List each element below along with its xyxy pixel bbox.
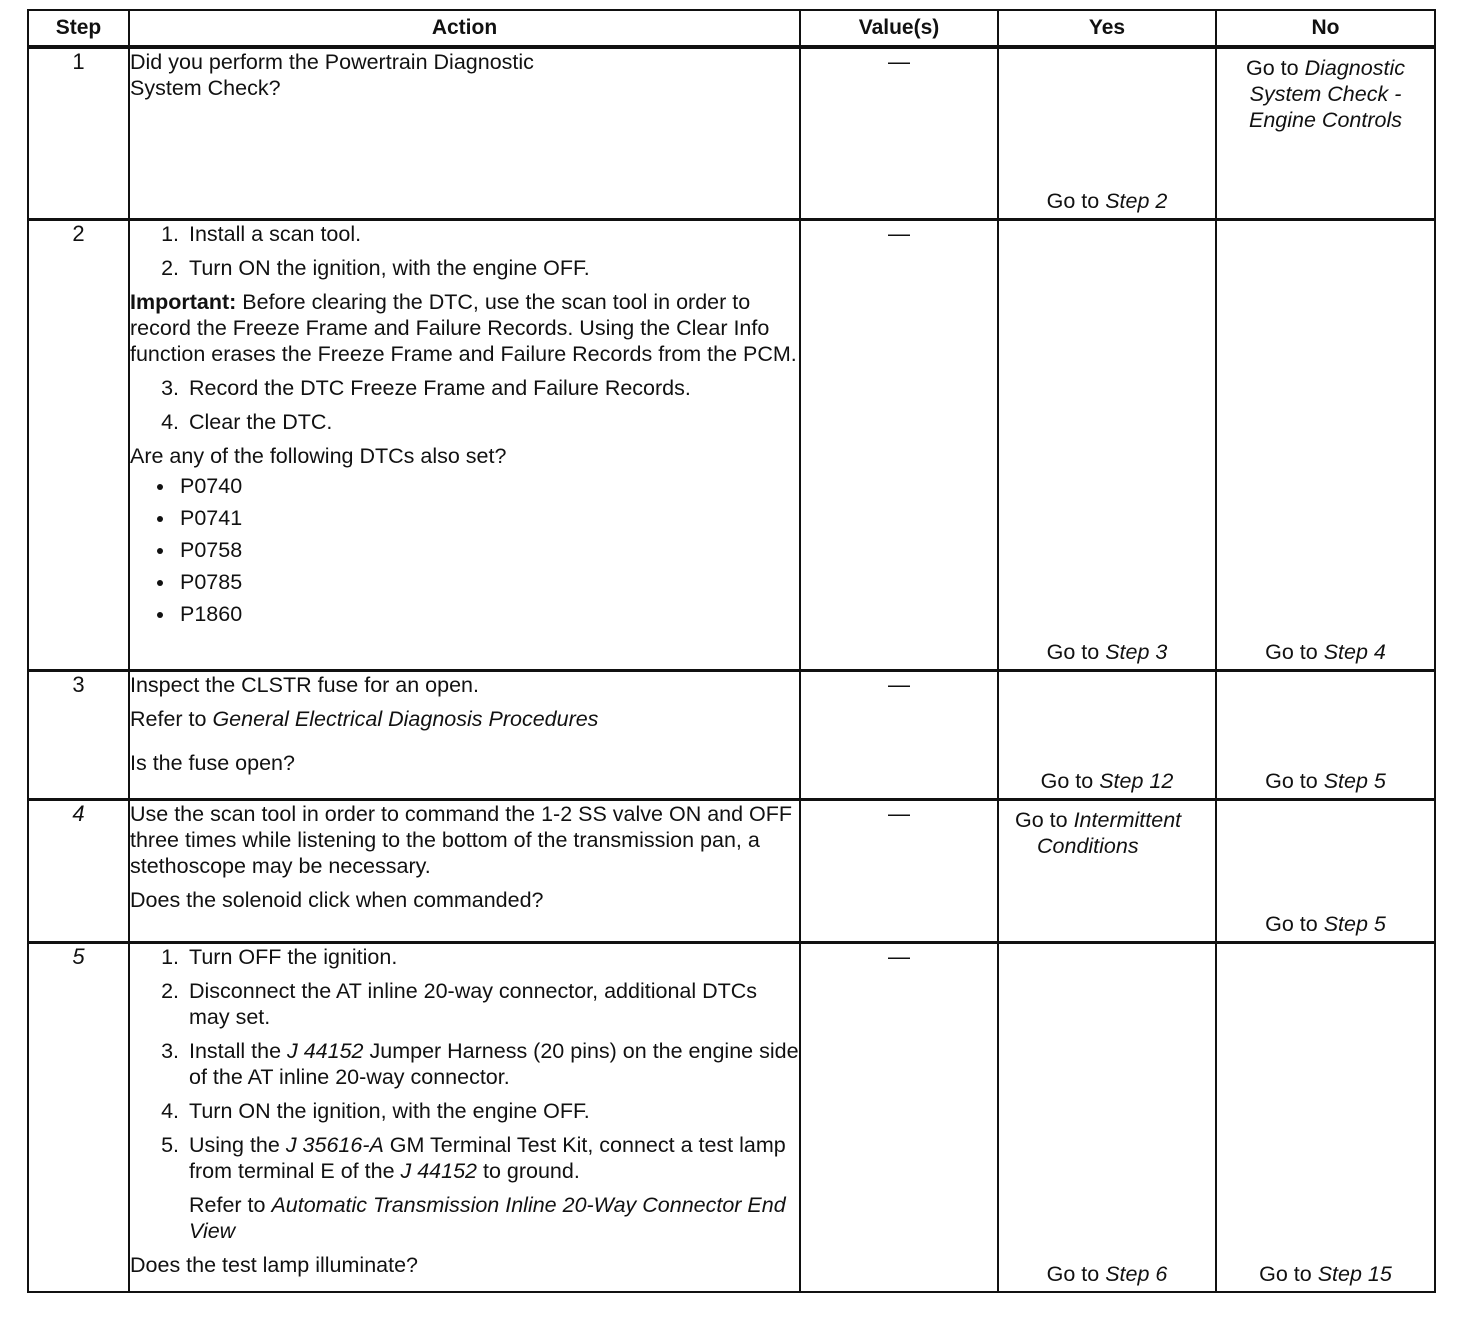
action-step: 1. Install a scan tool.: [185, 221, 799, 247]
dtc-item: • P0741: [176, 505, 799, 531]
value-cell: —: [800, 47, 998, 219]
step-number: 1: [28, 47, 129, 219]
goto-target-link[interactable]: Step 5: [1323, 911, 1386, 936]
value-cell: —: [800, 942, 998, 1292]
refer-prefix: Refer to: [189, 1192, 272, 1217]
action-question: System Check?: [130, 76, 281, 100]
table-row-step-5: [28, 942, 1435, 1292]
goto-target-link[interactable]: Step 5: [1323, 768, 1386, 793]
no-cell: [1216, 47, 1435, 219]
step-text: to ground.: [477, 1158, 580, 1183]
important-label: Important:: [130, 289, 237, 314]
yes-goto[interactable]: [999, 188, 1215, 214]
action-step: 3. Record the DTC Freeze Frame and Failure Records.: [185, 375, 799, 401]
goto-target-link[interactable]: Step 4: [1323, 639, 1386, 664]
action-text: Use the scan tool in order to command the 1-2 SS valve ON and OFF three times while listening to the bottom of the transmission pan, a stethoscope may be necessary.: [130, 801, 793, 878]
yes-cell: [998, 670, 1216, 799]
goto-label: Go to: [1246, 56, 1299, 80]
action-step: 2. Disconnect the AT inline 20-way connector, additional DTCs may set.: [185, 978, 799, 1030]
step-text: Jumper Harness (20 pins) on the engine side of the AT inline 20-way connector.: [189, 1038, 799, 1089]
dtc-item: • P0785: [176, 569, 799, 595]
goto-target-link[interactable]: Step 2: [1105, 188, 1168, 213]
tool-reference: J 35616-A: [285, 1132, 384, 1157]
no-cell: [1216, 219, 1435, 670]
no-cell: [1216, 670, 1435, 799]
action-line: Did you perform the Powertrain Diagnostic: [130, 50, 534, 74]
goto-target-link[interactable]: Step 6: [1105, 1262, 1168, 1286]
goto-label: Go to: [1046, 188, 1100, 213]
action-cell: [129, 219, 800, 670]
no-cell: [1216, 799, 1435, 942]
value-cell: —: [800, 219, 998, 670]
action-step: [185, 1038, 799, 1090]
goto-label: Go to: [1265, 911, 1318, 936]
action-question: Is the fuse open?: [130, 750, 295, 775]
action-cell: [129, 799, 800, 942]
header-yes: Yes: [998, 10, 1216, 47]
action-step: 4. Turn ON the ignition, with the engine OFF.: [185, 1098, 799, 1124]
table-row-step-3: [28, 670, 1435, 799]
goto-target-link[interactable]: System Check -: [1249, 82, 1402, 106]
dtc-list: [130, 473, 799, 627]
action-question: Does the solenoid click when commanded?: [130, 887, 544, 912]
goto-label: Go to: [1046, 1262, 1100, 1286]
no-goto[interactable]: [1217, 768, 1434, 794]
yes-cell: [998, 47, 1216, 219]
table-row-step-2: [28, 219, 1435, 670]
value-cell: —: [800, 670, 998, 799]
action-steps: [130, 375, 799, 435]
step-number: 3: [28, 670, 129, 799]
header-values: Value(s): [800, 10, 998, 47]
action-cell: [129, 47, 800, 219]
yes-cell: [998, 219, 1216, 670]
step-text: Using the: [189, 1132, 286, 1157]
goto-target-link[interactable]: Intermittent: [1073, 807, 1182, 832]
refer-text: [130, 706, 799, 732]
goto-label: Go to: [1259, 1262, 1312, 1286]
refer-link[interactable]: Automatic Transmission Inline 20-Way Connector End View: [189, 1192, 786, 1243]
dtc-item: • P1860: [176, 601, 799, 627]
yes-goto[interactable]: [1015, 807, 1215, 859]
goto-label: Go to: [1040, 768, 1094, 793]
action-step: 2. Turn ON the ignition, with the engine OFF.: [185, 255, 799, 281]
yes-cell: [998, 799, 1216, 942]
no-goto[interactable]: [1217, 911, 1434, 937]
goto-target-link[interactable]: Step 3: [1105, 639, 1168, 664]
diagnostic-table: [27, 9, 1436, 1293]
action-cell: [129, 670, 800, 799]
no-goto[interactable]: [1217, 639, 1434, 665]
step-text: Install the: [189, 1038, 287, 1063]
yes-goto[interactable]: [999, 1261, 1215, 1287]
goto-target-link[interactable]: Diagnostic: [1304, 56, 1405, 80]
table-row-step-4: [28, 799, 1435, 942]
yes-goto[interactable]: [999, 768, 1215, 794]
goto-target-link[interactable]: Step 12: [1099, 768, 1174, 793]
goto-target-link[interactable]: Step 15: [1317, 1262, 1392, 1286]
yes-goto[interactable]: [999, 639, 1215, 665]
action-steps: [130, 221, 799, 281]
no-cell: [1216, 942, 1435, 1292]
action-step: 4. Clear the DTC.: [185, 409, 799, 435]
yes-cell: [998, 942, 1216, 1292]
action-steps: [130, 944, 799, 1244]
action-text: Inspect the CLSTR fuse for an open.: [130, 672, 479, 697]
action-step: [185, 1132, 799, 1244]
dtc-item: • P0758: [176, 537, 799, 563]
action-text: [130, 49, 799, 101]
value-cell: —: [800, 799, 998, 942]
step-number: 5: [28, 942, 129, 1292]
goto-label: Go to: [1015, 807, 1068, 832]
goto-label: Go to: [1046, 639, 1100, 664]
action-step: 1. Turn OFF the ignition.: [185, 944, 799, 970]
refer-link[interactable]: General Electrical Diagnosis Procedures: [212, 706, 599, 731]
refer-prefix: Refer to: [130, 706, 213, 731]
no-goto[interactable]: [1217, 55, 1434, 133]
important-note: [130, 289, 799, 367]
no-goto[interactable]: [1217, 1261, 1434, 1287]
step-number: 4: [28, 799, 129, 942]
tool-reference: J 44152: [287, 1038, 364, 1063]
goto-target-link[interactable]: Conditions: [1037, 833, 1139, 858]
step-number: 2: [28, 219, 129, 670]
refer-text: [189, 1192, 799, 1244]
action-question: Does the test lamp illuminate?: [130, 1252, 419, 1277]
step-text: GM Terminal Test Kit, connect a test lamp from terminal E of the: [189, 1132, 786, 1183]
goto-target-link[interactable]: Engine Controls: [1249, 108, 1402, 132]
dtc-item: • P0740: [176, 473, 799, 499]
action-question: Are any of the following DTCs also set?: [130, 443, 507, 468]
tool-reference: J 44152: [400, 1158, 478, 1183]
header-row: [28, 10, 1435, 47]
table-row-step-1: [28, 47, 1435, 219]
goto-label: Go to: [1265, 768, 1318, 793]
header-no: No: [1216, 10, 1435, 47]
header-step: Step: [28, 10, 129, 47]
goto-label: Go to: [1265, 639, 1318, 664]
action-cell: [129, 942, 800, 1292]
important-text: Before clearing the DTC, use the scan tool in order to record the Freeze Frame and Failure Records. Using the Clear Info function erases the Freeze Frame and Failure Records from the PCM.: [130, 289, 797, 366]
header-action: Action: [129, 10, 800, 47]
